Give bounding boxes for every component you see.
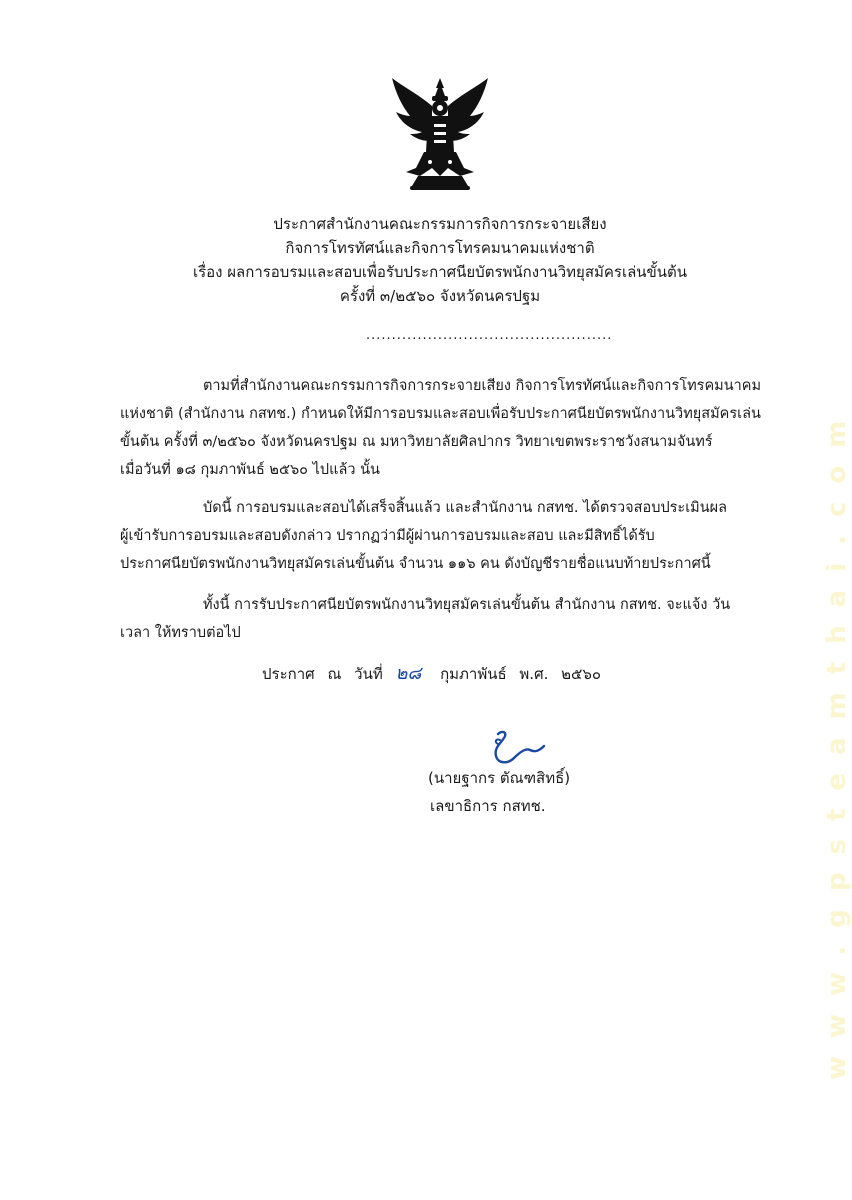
title-line: กิจการโทรทัศน์และกิจการโทรคมนาคมแห่งชาติ xyxy=(285,239,595,257)
date-day-handwritten: ๒๘ xyxy=(395,663,422,684)
announcement-title xyxy=(120,212,760,308)
garuda-emblem-icon xyxy=(388,72,492,194)
date-year: ๒๕๖๐ xyxy=(561,665,602,683)
date-at: ณ xyxy=(327,665,342,683)
paragraph-line: ประกาศนียบัตรพนักงานวิทยุสมัครเล่นขั้นต้น จำนวน ๑๑๖ คน ดังบัญชีรายชื่อแนบท้ายประกาศนี้ xyxy=(120,556,711,572)
announcement-date xyxy=(262,662,609,686)
title-line: ครั้งที่ ๓/๒๕๖๐ จังหวัดนครปฐม xyxy=(339,287,541,305)
signer-title: เลขาธิการ กสทช. xyxy=(430,797,546,815)
signer-name: (นายฐากร ตัณฑสิทธิ์) xyxy=(428,769,571,787)
title-separator: ................................................ xyxy=(366,328,613,343)
paragraph-line: แห่งชาติ (สำนักงาน กสทช.) กำหนดให้มีการอบรมและสอบเพื่อรับประกาศนียบัตรพนักงานวิทยุสมัครเล่น xyxy=(120,406,761,422)
date-prefix: ประกาศ xyxy=(262,665,315,683)
paragraph-line: เมื่อวันที่ ๑๘ กุมภาพันธ์ ๒๕๖๐ ไปแล้ว นั้น xyxy=(120,462,380,478)
date-era: พ.ศ. xyxy=(519,665,549,683)
subject-line: เรื่อง ผลการอบรมและสอบเพื่อรับประกาศนียบัตรพนักงานวิทยุสมัครเล่นขั้นต้น xyxy=(192,263,688,281)
title-line: ประกาศสำนักงานคณะกรรมการกิจการกระจายเสียง xyxy=(273,215,607,233)
paragraph-line: ขั้นต้น ครั้งที่ ๓/๒๕๖๐ จังหวัดนครปฐม ณ มหาวิทยาลัยศิลปากร วิทยาเขตพระราชวังสนามจันทร์ xyxy=(120,434,713,450)
watermark-text: www.gpsteamthai.com xyxy=(822,402,852,1080)
paragraph-line: ตามที่สำนักงานคณะกรรมการกิจการกระจายเสียง กิจการโทรทัศน์และกิจการโทรคมนาคม xyxy=(203,378,762,394)
paragraph-line: ทั้งนี้ การรับประกาศนียบัตรพนักงานวิทยุสมัครเล่นขั้นต้น สำนักงาน กสทช. จะแจ้ง วัน xyxy=(203,597,731,613)
date-month: กุมภาพันธ์ xyxy=(440,665,507,683)
paragraph-line: ผู้เข้ารับการอบรมและสอบดังกล่าว ปรากฏว่ามีผู้ผ่านการอบรมและสอบ และมีสิทธิ์ได้รับ xyxy=(120,528,655,544)
paragraph-line: เวลา ให้ทราบต่อไป xyxy=(120,625,241,641)
date-day-label: วันที่ xyxy=(354,665,383,683)
paragraph-line: บัดนี้ การอบรมและสอบได้เสร็จสิ้นแล้ว และสำนักงาน กสทช. ได้ตรวจสอบประเมินผล xyxy=(203,500,728,516)
